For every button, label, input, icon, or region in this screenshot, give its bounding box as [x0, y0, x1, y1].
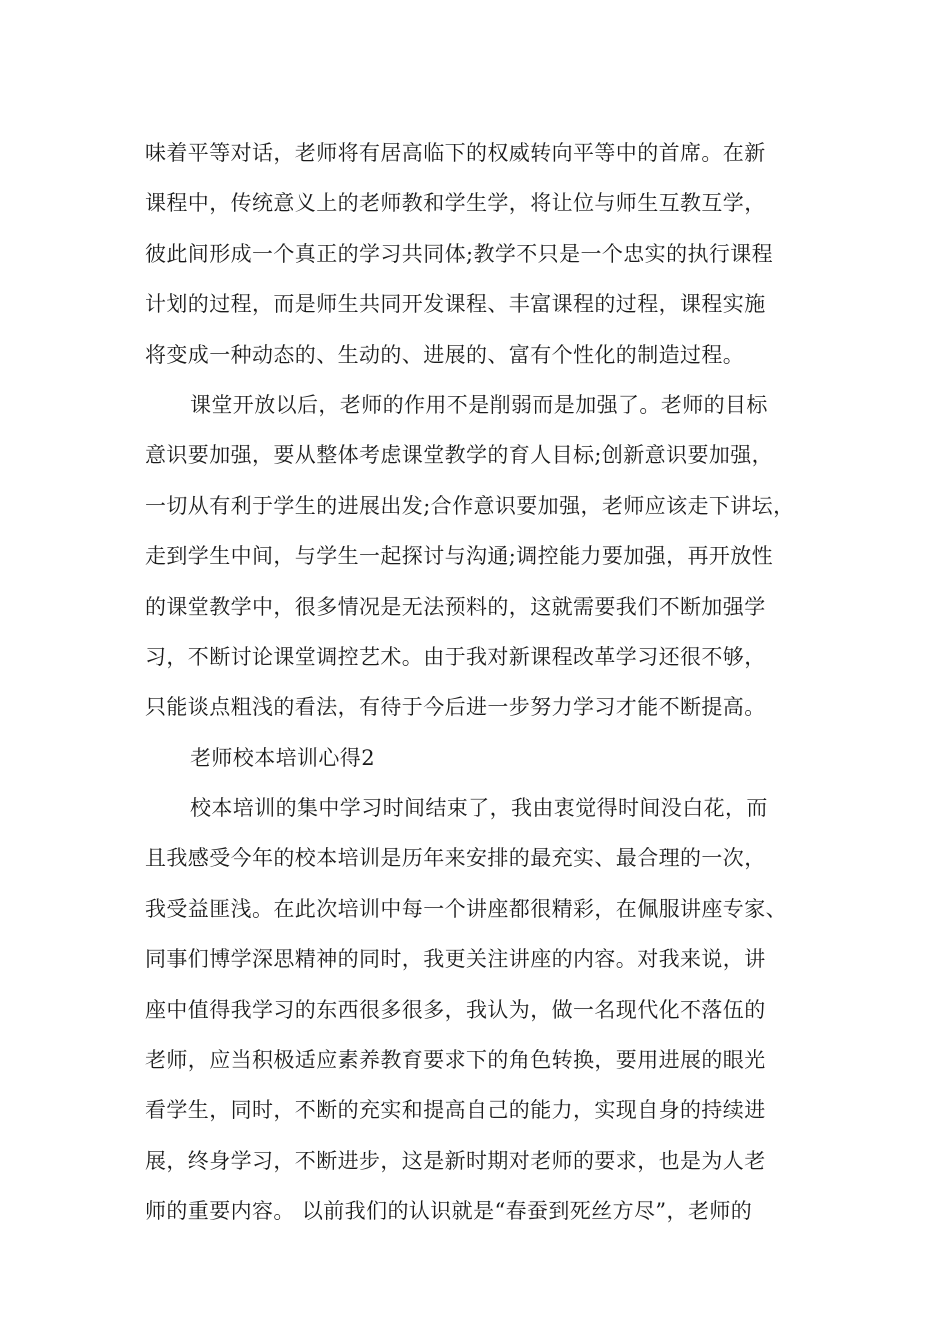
text-line: 我受益匪浅。在此次培训中每一个讲座都很精彩，在佩服讲座专家、	[145, 896, 787, 921]
text-line: 课程中，传统意义上的老师教和学生学，将让位与师生互教互学，	[145, 191, 766, 216]
text-line: 习，不断讨论课堂调控艺术。由于我对新课程改革学习还很不够，	[145, 644, 766, 669]
text-line: 一切从有利于学生的进展出发;合作意识要加强，老师应该走下讲坛，	[145, 493, 795, 518]
document-body	[145, 128, 835, 1237]
text-line: 的课堂教学中，很多情况是无法预料的，这就需要我们不断加强学	[145, 594, 766, 619]
text-line: 且我感受今年的校本培训是历年来安排的最充实、最合理的一次，	[145, 846, 766, 871]
paragraph-start-line: 校本培训的集中学习时间结束了，我由衷觉得时间没白花，而	[190, 796, 768, 821]
text-line: 计划的过程，而是师生共同开发课程、丰富课程的过程，课程实施	[145, 292, 766, 317]
text-line: 看学生，同时，不断的充实和提高自己的能力，实现自身的持续进	[145, 1098, 766, 1123]
text-line: 意识要加强，要从整体考虑课堂教学的育人目标;创新意识要加强，	[145, 443, 774, 468]
text-line: 座中值得我学习的东西很多很多，我认为，做一名现代化不落伍的	[145, 997, 766, 1022]
text-line: 彼此间形成一个真正的学习共同体;教学不只是一个忠实的执行课程	[145, 241, 774, 266]
text-line: 展，终身学习，不断进步，这是新时期对老师的要求，也是为人老	[145, 1148, 766, 1173]
text-line: 走到学生中间，与学生一起探讨与沟通;调控能力要加强，再开放性	[145, 544, 774, 569]
text-line: 只能谈点粗浅的看法，有待于今后进一步努力学习才能不断提高。	[145, 695, 766, 720]
paragraph-start-line: 课堂开放以后，老师的作用不是削弱而是加强了。老师的目标	[190, 392, 768, 417]
text-line: 味着平等对话，老师将有居高临下的权威转向平等中的首席。在新	[145, 141, 766, 165]
text-line: 将变成一种动态的、生动的、进展的、富有个性化的制造过程。	[145, 342, 745, 367]
section-heading: 老师校本培训心得2	[190, 745, 375, 770]
text-line: 师的重要内容。 以前我们的认识就是“春蚕到死丝方尽”，老师的	[145, 1199, 753, 1224]
text-line: 同事们博学深思精神的同时，我更关注讲座的内容。对我来说，讲	[145, 947, 766, 972]
text-line: 老师，应当积极适应素养教育要求下的角色转换，要用进展的眼光	[145, 1048, 766, 1073]
